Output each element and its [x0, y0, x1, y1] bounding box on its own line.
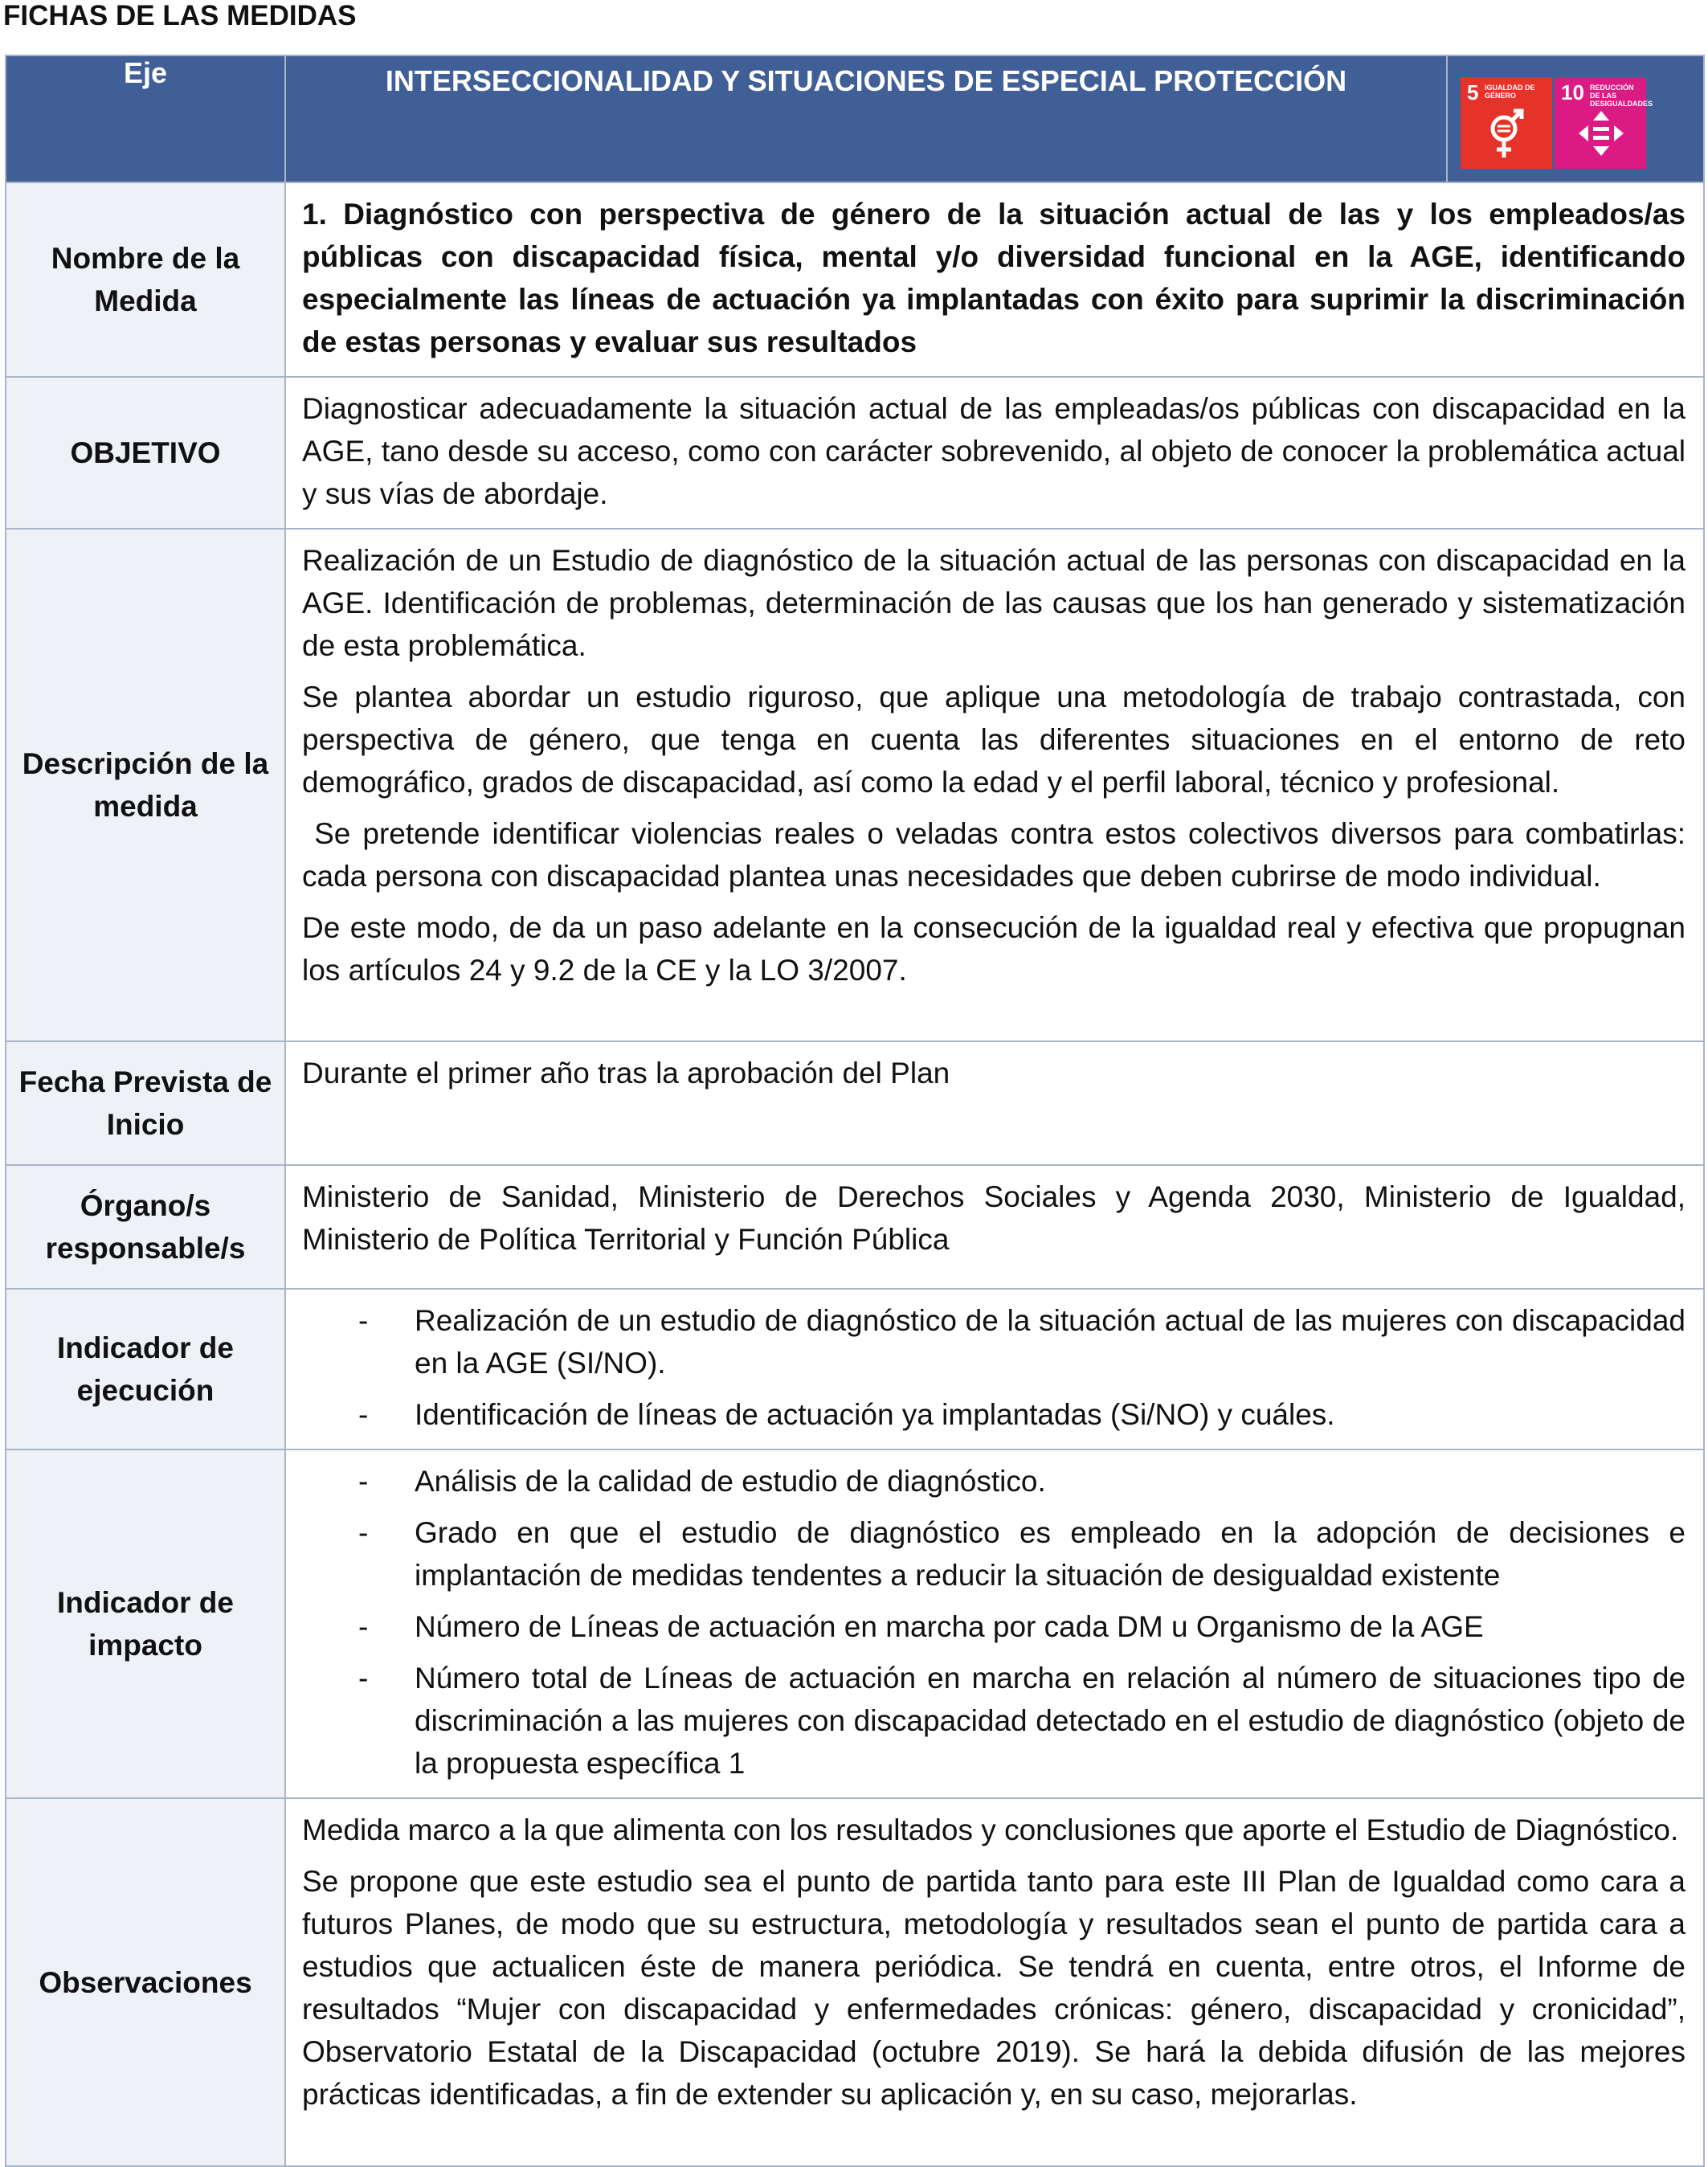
objetivo-label: OBJETIVO [6, 377, 285, 529]
dash-marker: - [358, 1465, 369, 1498]
descripcion-paragraph: De este modo, de da un paso adelante en la consecución de la igualdad real y efectiva que propugnan los artículos 24 y 9.2 de la CE y la LO 3/2007. [302, 911, 1686, 987]
row-organo [6, 1165, 1704, 1289]
dash-marker: - [358, 1304, 369, 1337]
sdg-5-label: IGUALDAD DE GÉNERO [1485, 84, 1535, 100]
sdg-10-badge [1555, 77, 1653, 169]
observaciones-paragraph: Se propone que este estudio sea el punto de partida tanto para este III Plan de Igualdad como cara a futuros Planes, de modo que su estructura, metodología y resultados sean el punto de partida cara a estudios que actualicen éste de manera periódica. Se tendrá en cuenta, entre otros, el Informe de resultados “Mujer con discapacidad y enfermedades crónicas: género, discapacidad y cronicidad”, Observatorio Estatal de la Discapacidad (octubre 2019). Se hará la debida difusión de las mejores prácticas identificadas, a fin de extender su aplicación y, en su caso, mejorarlas. [302, 1865, 1686, 2111]
measure-sheet-table [5, 55, 1705, 2167]
list-item [302, 1511, 1686, 1597]
sdg-10-number: 10 [1561, 80, 1584, 104]
impacto-list [302, 1460, 1686, 1785]
gender-equality-icon [1483, 109, 1530, 162]
descripcion-label: Descripción de la medida [6, 529, 285, 1041]
sdg-5-badge [1461, 77, 1552, 169]
header-row [6, 55, 1704, 182]
row-fecha [6, 1041, 1704, 1165]
fecha-value [285, 1041, 1704, 1165]
list-item [302, 1657, 1686, 1785]
list-item [302, 1605, 1686, 1648]
row-descripcion [6, 529, 1704, 1041]
list-item-text: Identificación de líneas de actuación ya implantadas (Si/NO) y cuáles. [415, 1398, 1335, 1431]
descripcion-paragraph: Se plantea abordar un estudio riguroso, que aplique una metodología de trabajo contrastada, con perspectiva de género, que tenga en cuenta las diferentes situaciones en el entorno de reto demográfico, grados de discapacidad, así como la edad y el perfil laboral, técnico y profesional. [302, 681, 1686, 799]
fecha-text: Durante el primer año tras la aprobación del Plan [302, 1057, 950, 1090]
sdg-logos [1447, 55, 1704, 182]
fecha-label: Fecha Prevista de Inicio [6, 1041, 285, 1165]
list-item [302, 1460, 1686, 1503]
organo-value [285, 1165, 1704, 1289]
observaciones-value [285, 1798, 1704, 2166]
objetivo-text: Diagnosticar adecuadamente la situación actual de las empleadas/os públicas con discapacidad en la AGE, tano desde su acceso, como con carácter sobrevenido, al objeto de conocer la problemática actual y sus vías de abordaje. [302, 392, 1686, 510]
row-ejecucion [6, 1289, 1704, 1449]
objetivo-value [285, 377, 1704, 529]
observaciones-paragraph: Medida marco a la que alimenta con los resultados y conclusiones que aporte el Estudio de Diagnóstico. [302, 1813, 1679, 1846]
descripcion-paragraph: Se pretende identificar violencias reales o veladas contra estos colectivos diversos para combatirlas: cada persona con discapacidad plantea unas necesidades que deben cubrirse de modo individual. [302, 817, 1694, 893]
impacto-value [285, 1449, 1704, 1798]
dash-marker: - [358, 1516, 369, 1549]
descripcion-paragraph: Realización de un Estudio de diagnóstico de la situación actual de las personas con discapacidad en la AGE. Identificación de problemas, determinación de las causas que los han generado y sistematización de esta problemática. [302, 544, 1686, 662]
list-item-text: Número total de Líneas de actuación en marcha en relación al número de situaciones tipo de discriminación a las mujeres con discapacidad detectado en el estudio de diagnóstico (objeto de la propuesta específica 1 [415, 1662, 1686, 1780]
observaciones-label: Observaciones [6, 1798, 285, 2166]
eje-label: Eje [6, 55, 285, 182]
ejecucion-label: Indicador de ejecución [6, 1289, 285, 1449]
organo-text: Ministerio de Sanidad, Ministerio de Derechos Sociales y Agenda 2030, Ministerio de Igualdad, Ministerio de Política Territorial y Función Pública [302, 1180, 1686, 1256]
row-nombre [6, 182, 1704, 377]
dash-marker: - [358, 1662, 369, 1695]
organo-label: Órgano/s responsable/s [6, 1165, 285, 1289]
nombre-label: Nombre de la Medida [6, 182, 285, 377]
reduced-inequalities-icon [1577, 109, 1625, 157]
dash-marker: - [358, 1398, 369, 1431]
eje-value: INTERSECCIONALIDAD Y SITUACIONES DE ESPECIAL PROTECCIÓN [285, 55, 1447, 182]
list-item-text: Análisis de la calidad de estudio de diagnóstico. [415, 1465, 1046, 1498]
list-item [302, 1393, 1686, 1436]
list-item-text: Número de Líneas de actuación en marcha por cada DM u Organismo de la AGE [415, 1610, 1484, 1643]
page-title: FICHAS DE LAS MEDIDAS [3, 0, 357, 31]
ejecucion-list [302, 1299, 1686, 1436]
list-item-text: Realización de un estudio de diagnóstico de la situación actual de las mujeres con discapacidad en la AGE (SI/NO). [415, 1304, 1686, 1380]
nombre-value [285, 182, 1704, 377]
list-item-text: Grado en que el estudio de diagnóstico es empleado en la adopción de decisiones e implantación de medidas tendentes a reducir la situación de desigualdad existente [415, 1516, 1686, 1592]
row-impacto [6, 1449, 1704, 1798]
row-observaciones [6, 1798, 1704, 2166]
nombre-text: 1. Diagnóstico con perspectiva de género de la situación actual de las y los empleados/as públicas con discapacidad física, mental y/o diversidad funcional en la AGE, identificando especialmente las líneas de actuación ya implantadas con éxito para suprimir la discriminación de estas personas y evaluar sus resultados [302, 198, 1686, 358]
descripcion-value [285, 529, 1704, 1041]
dash-marker: - [358, 1610, 369, 1643]
row-objetivo [6, 377, 1704, 529]
ejecucion-value [285, 1289, 1704, 1449]
sdg-5-number: 5 [1467, 80, 1479, 104]
list-item [302, 1299, 1686, 1384]
sdg-10-label: REDUCCIÓN DE LAS DESIGUALDADES [1590, 84, 1653, 108]
impacto-label: Indicador de impacto [6, 1449, 285, 1798]
